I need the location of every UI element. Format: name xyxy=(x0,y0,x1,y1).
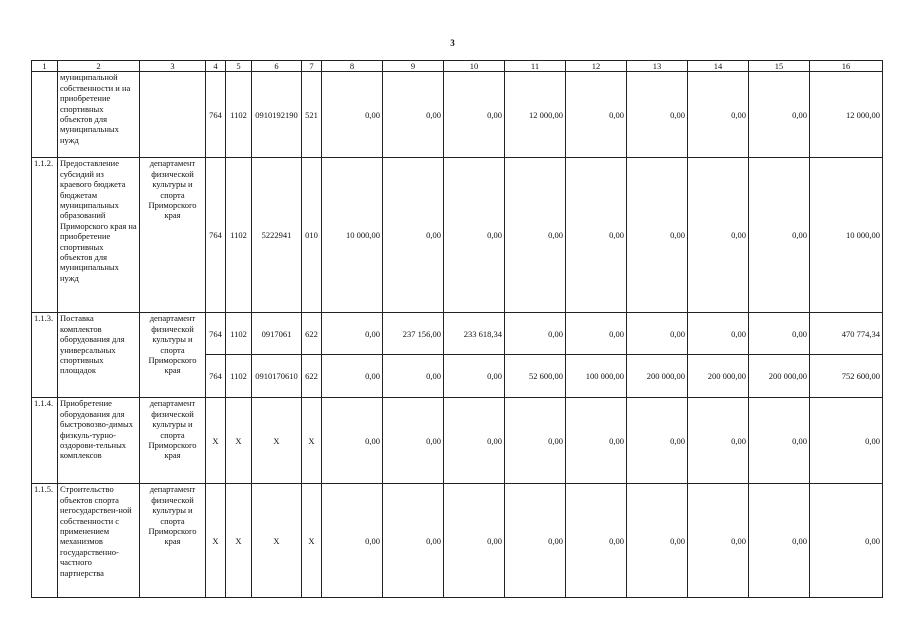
table-cell: 0,00 xyxy=(505,484,566,598)
table-row xyxy=(32,313,883,355)
table-cell: 12 000,00 xyxy=(505,72,566,158)
table-cell: 0,00 xyxy=(444,72,505,158)
column-header: 5 xyxy=(226,61,252,72)
budget-table xyxy=(31,60,883,598)
column-header: 15 xyxy=(749,61,810,72)
row-index xyxy=(32,72,58,158)
table-cell: 1102 xyxy=(226,313,252,355)
table-cell: X xyxy=(206,484,226,598)
table-cell: 0,00 xyxy=(566,313,627,355)
table-cell: 5222941 xyxy=(252,158,302,313)
column-header: 7 xyxy=(302,61,322,72)
table-cell: 0,00 xyxy=(444,355,505,398)
table-cell: X xyxy=(252,398,302,484)
table-cell: 0,00 xyxy=(627,158,688,313)
table-cell: 0,00 xyxy=(749,398,810,484)
table-cell: 1102 xyxy=(226,158,252,313)
table-cell: 1102 xyxy=(226,72,252,158)
table-cell: 0,00 xyxy=(566,158,627,313)
table-cell: 0,00 xyxy=(505,398,566,484)
table-cell: 0,00 xyxy=(749,313,810,355)
table-cell: 622 xyxy=(302,313,322,355)
table-cell: 12 000,00 xyxy=(810,72,883,158)
row-department: департамент физической культуры и спорта Приморского края xyxy=(140,398,206,484)
table-cell: 0,00 xyxy=(505,158,566,313)
table-cell: 0910192190 xyxy=(252,72,302,158)
table-cell: 200 000,00 xyxy=(749,355,810,398)
table-cell: 10 000,00 xyxy=(322,158,383,313)
table-cell: 0,00 xyxy=(322,484,383,598)
table-cell: 0917061 xyxy=(252,313,302,355)
table-cell: 0,00 xyxy=(322,313,383,355)
column-header: 3 xyxy=(140,61,206,72)
row-name: Строительство объектов спорта негосударствен-ной собственности с применением механизмов государственно-частного партнерства xyxy=(58,484,140,598)
table-row xyxy=(32,72,883,158)
table-cell: 0,00 xyxy=(627,72,688,158)
table-cell: 764 xyxy=(206,158,226,313)
table-cell: X xyxy=(302,398,322,484)
table-cell: 0,00 xyxy=(383,484,444,598)
table-cell: 0,00 xyxy=(444,398,505,484)
column-header: 9 xyxy=(383,61,444,72)
column-header: 8 xyxy=(322,61,383,72)
table-row xyxy=(32,484,883,598)
row-index: 1.1.3. xyxy=(32,313,58,398)
table-cell: 0,00 xyxy=(749,72,810,158)
table-cell: 237 156,00 xyxy=(383,313,444,355)
table-cell: 0,00 xyxy=(627,484,688,598)
table-cell: 0,00 xyxy=(566,398,627,484)
table-cell: 0,00 xyxy=(688,158,749,313)
table-cell: 0,00 xyxy=(627,398,688,484)
table-cell: 0,00 xyxy=(322,355,383,398)
table-cell: 622 xyxy=(302,355,322,398)
row-index: 1.1.5. xyxy=(32,484,58,598)
table-cell: 100 000,00 xyxy=(566,355,627,398)
header-row xyxy=(32,61,883,72)
table-cell: 764 xyxy=(206,355,226,398)
column-header: 1 xyxy=(32,61,58,72)
table-cell: 0,00 xyxy=(810,484,883,598)
table-cell: 752 600,00 xyxy=(810,355,883,398)
column-header: 4 xyxy=(206,61,226,72)
row-index: 1.1.2. xyxy=(32,158,58,313)
table-cell: 0,00 xyxy=(749,484,810,598)
column-header: 10 xyxy=(444,61,505,72)
table-cell: 52 600,00 xyxy=(505,355,566,398)
table-cell: 0,00 xyxy=(444,158,505,313)
table-cell: 764 xyxy=(206,72,226,158)
row-department xyxy=(140,72,206,158)
table-cell: 0,00 xyxy=(383,398,444,484)
table-cell: 200 000,00 xyxy=(627,355,688,398)
table-cell: 233 618,34 xyxy=(444,313,505,355)
table-cell: 200 000,00 xyxy=(688,355,749,398)
table-cell: 0,00 xyxy=(322,72,383,158)
column-header: 16 xyxy=(810,61,883,72)
table-cell: 0,00 xyxy=(688,398,749,484)
table-cell: 0,00 xyxy=(688,484,749,598)
table-cell: 0,00 xyxy=(566,72,627,158)
table-cell: X xyxy=(252,484,302,598)
table-cell: 521 xyxy=(302,72,322,158)
table-cell: 10 000,00 xyxy=(810,158,883,313)
row-department: департамент физической культуры и спорта Приморского края xyxy=(140,484,206,598)
table-cell: 0910170610 xyxy=(252,355,302,398)
table-cell: 0,00 xyxy=(383,158,444,313)
row-name: Поставка комплектов оборудования для универсальных спортивных площадок xyxy=(58,313,140,398)
column-header: 11 xyxy=(505,61,566,72)
row-name: Приобретение оборудования для быстровозво-димых физкуль-турно-оздорови-тельных комплексов xyxy=(58,398,140,484)
table-cell: X xyxy=(302,484,322,598)
table-cell: 010 xyxy=(302,158,322,313)
row-department: департамент физической культуры и спорта Приморского края xyxy=(140,313,206,398)
column-header: 13 xyxy=(627,61,688,72)
page-number: 3 xyxy=(450,38,455,48)
table-cell: 1102 xyxy=(226,355,252,398)
table-cell: 0,00 xyxy=(322,398,383,484)
table-cell: 0,00 xyxy=(505,313,566,355)
row-department: департамент физической культуры и спорта Приморского края xyxy=(140,158,206,313)
table-cell: 0,00 xyxy=(688,313,749,355)
table-row xyxy=(32,158,883,313)
table-cell: 0,00 xyxy=(810,398,883,484)
row-name: муниципальной собственности и на приобретение спортивных объектов для муниципальных нужд xyxy=(58,72,140,158)
table-cell: X xyxy=(206,398,226,484)
table-cell: X xyxy=(226,398,252,484)
column-header: 14 xyxy=(688,61,749,72)
table-cell: 0,00 xyxy=(566,484,627,598)
table-cell: 0,00 xyxy=(688,72,749,158)
table-cell: X xyxy=(226,484,252,598)
row-index: 1.1.4. xyxy=(32,398,58,484)
column-header: 12 xyxy=(566,61,627,72)
table-cell: 0,00 xyxy=(749,158,810,313)
table-cell: 0,00 xyxy=(383,72,444,158)
table-cell: 470 774,34 xyxy=(810,313,883,355)
table-cell: 764 xyxy=(206,313,226,355)
row-name: Предоставление субсидий из краевого бюджета бюджетам муниципальных образований Приморского края на приобретение спортивных объектов для муниципальных нужд xyxy=(58,158,140,313)
table-cell: 0,00 xyxy=(444,484,505,598)
table-cell: 0,00 xyxy=(383,355,444,398)
column-header: 2 xyxy=(58,61,140,72)
column-header: 6 xyxy=(252,61,302,72)
table-cell: 0,00 xyxy=(627,313,688,355)
table-row xyxy=(32,398,883,484)
